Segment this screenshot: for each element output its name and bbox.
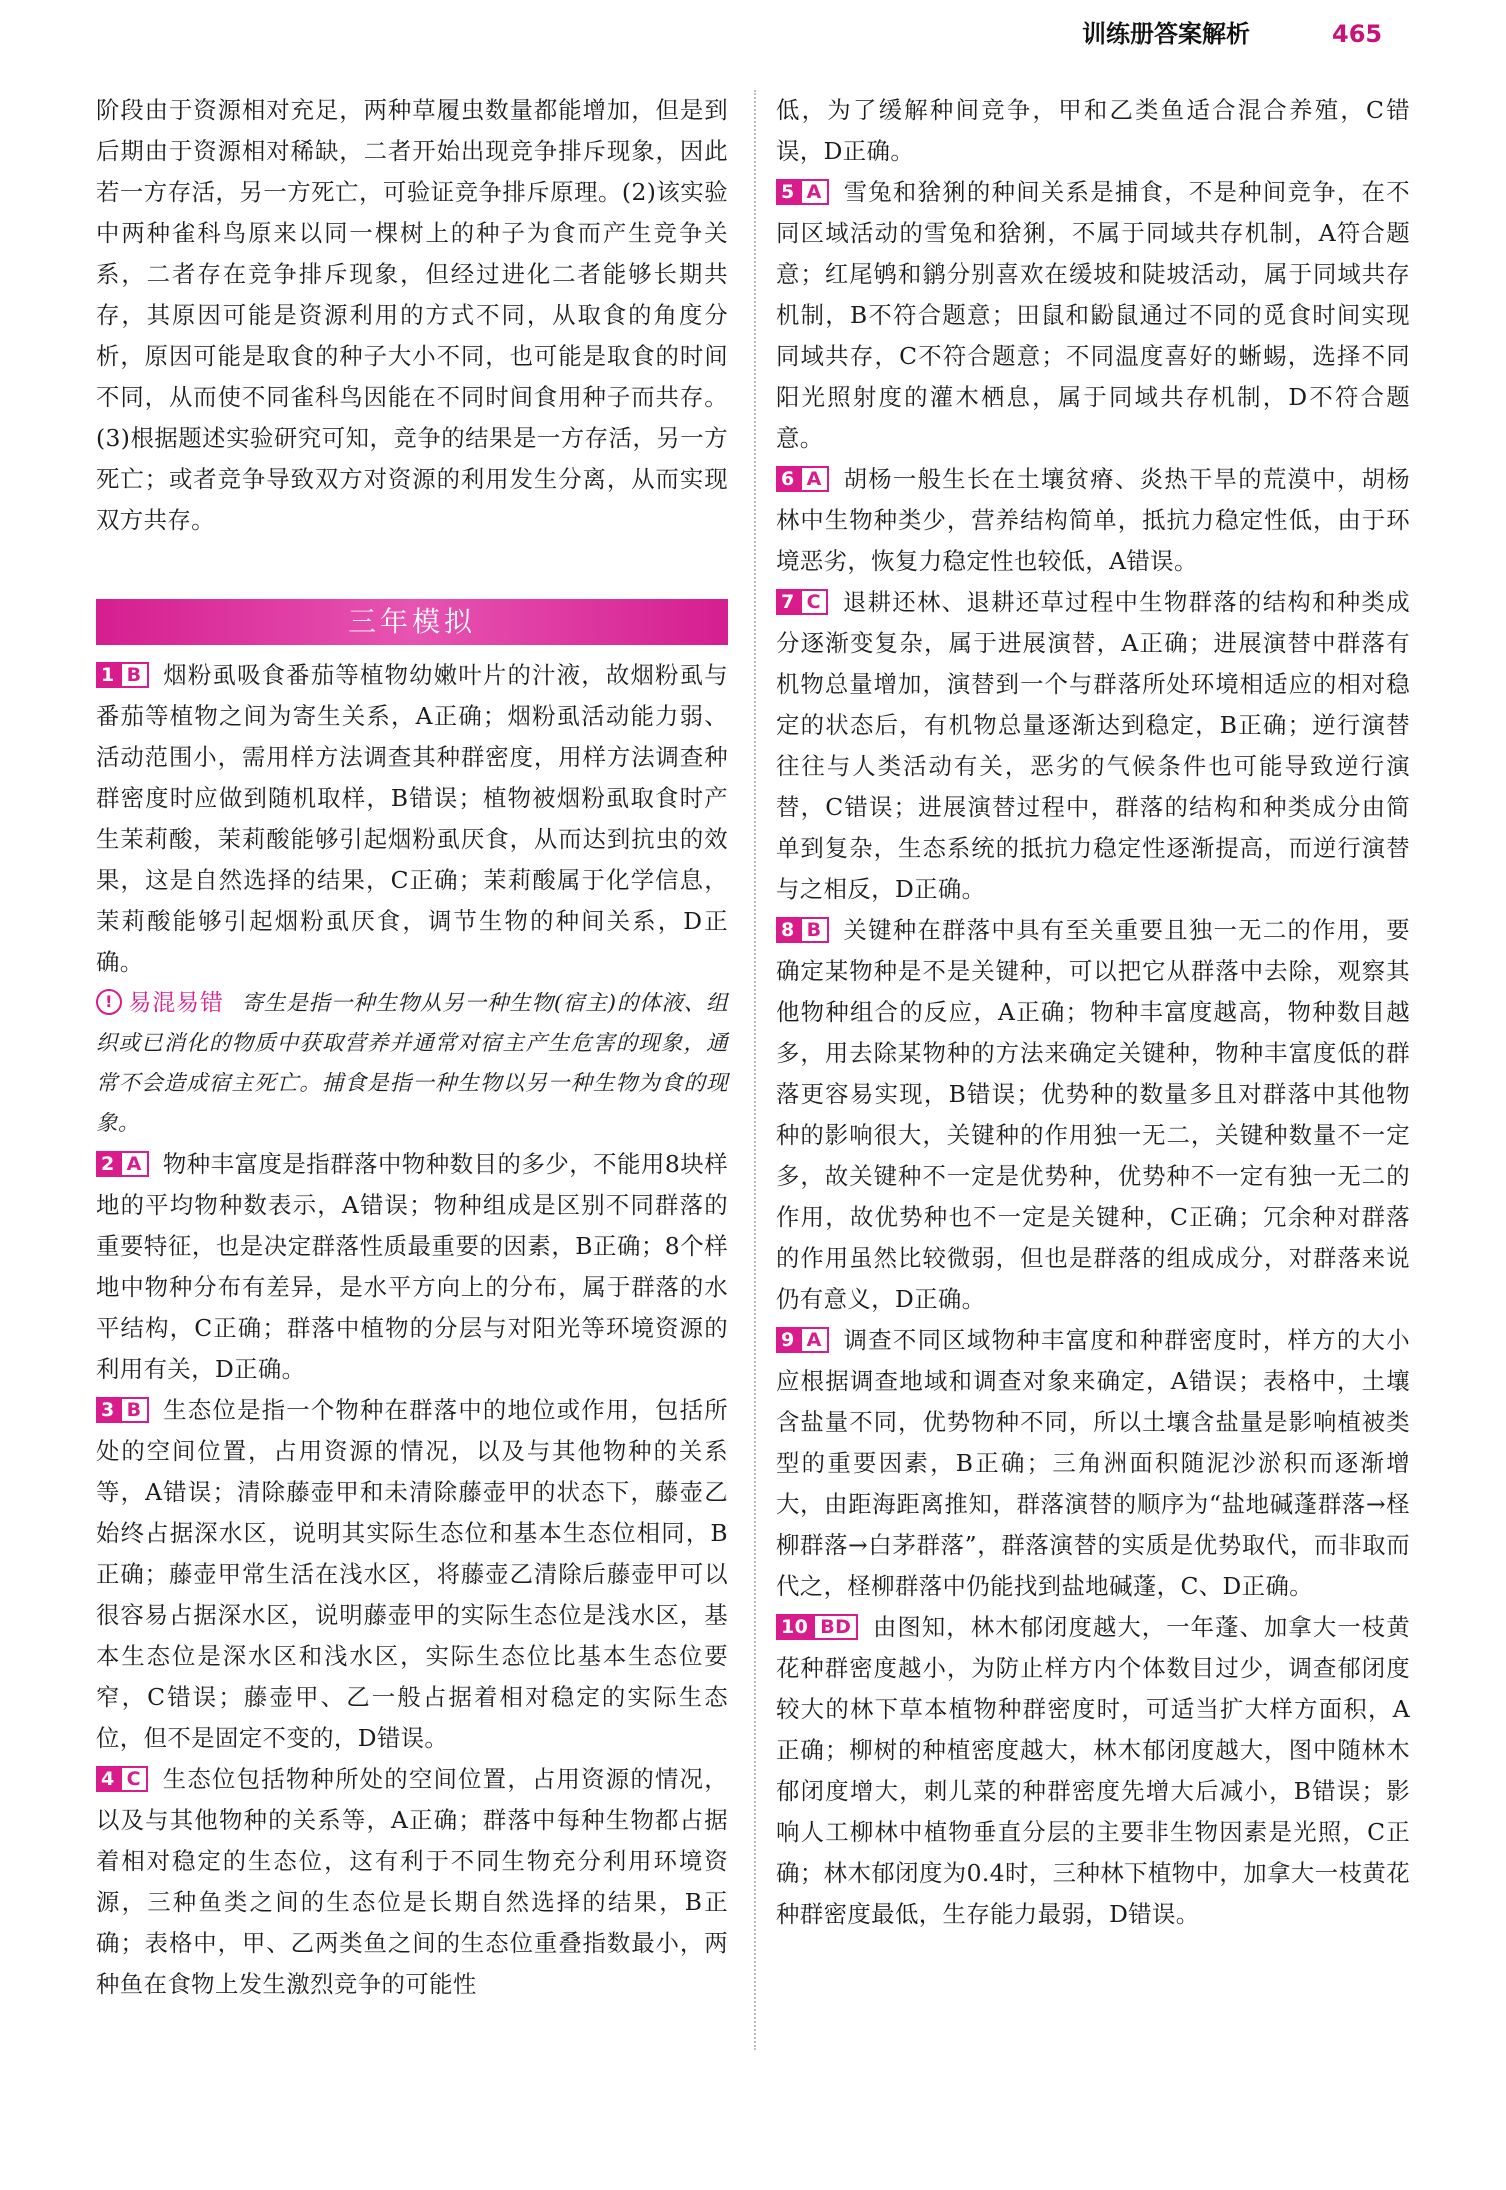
answer-item-6 — [776, 459, 1410, 582]
answer-choice: A — [800, 1327, 829, 1353]
section-title: 三年模拟 — [347, 605, 476, 638]
answer-item-2 — [96, 1144, 728, 1390]
answer-explanation: 生态位是指一个物种在群落中的地位或作用，包括所处的空间位置，占用资源的情况，以及与其他物种的关系等，A错误；清除藤壶甲和未清除藤壶甲的状态下，藤壶乙始终占据深水区，说明其实际生态位和基本生态位相同，B正确；藤壶甲常生活在浅水区，将藤壶乙清除后藤壶甲可以很容易占据深水区，说明藤壶甲的实际生态位是浅水区，基本生态位是深水区和浅水区，实际生态位比基本生态位要窄，C错误；藤壶甲、乙一般占据着相对稳定的实际生态位，但不是固定不变的，D错误。 — [96, 1396, 728, 1752]
answer-choice: BD — [813, 1614, 858, 1640]
question-number: 8 — [776, 917, 800, 943]
answer-item-1 — [96, 655, 728, 983]
column-divider — [754, 90, 756, 2050]
answer-choice: A — [120, 1151, 149, 1177]
continued-paragraph — [776, 90, 1410, 172]
left-column — [96, 90, 728, 2005]
answer-explanation: 关键种在群落中具有至关重要且独一无二的作用，要确定某物种是不是关键种，可以把它从群落中去除，观察其他物种组合的反应，A正确；物种丰富度越高，物种数目越多，用去除某物种的方法来确定关键种，物种丰富度低的群落更容易实现，B错误；优势种的数量多且对群落中其他物种的影响很大，关键种的作用独一无二，关键种数量不一定多，故关键种不一定是优势种，优势种不一定有独一无二的作用，故优势种也不一定是关键种，C正确；冗余种对群落的作用虽然比较微弱，但也是群落的组成成分，对群落来说仍有意义，D正确。 — [776, 916, 1410, 1313]
answer-explanation: 调查不同区域物种丰富度和种群密度时，样方的大小应根据调查地域和调查对象来确定，A错误；表格中，土壤含盐量不同，优势物种不同，所以土壤含盐量是影响植被类型的重要因素，B正确；三角洲面积随泥沙淤积而逐渐增大，由距海距离推知，群落演替的顺序为“盐地碱蓬群落→柽柳群落→白茅群落”，群落演替的实质是优势取代，而非取而代之，柽柳群落中仍能找到盐地碱蓬，C、D正确。 — [776, 1326, 1410, 1600]
question-number: 7 — [776, 589, 800, 615]
answer-choice: B — [120, 1397, 149, 1423]
answer-choice: C — [120, 1766, 148, 1792]
continued-text: 阶段由于资源相对充足，两种草履虫数量都能增加，但是到后期由于资源相对稀缺，二者开始出现竞争排斥现象，因此若一方存活，另一方死亡，可验证竞争排斥原理。(2)该实验中两种雀科鸟原来以同一棵树上的种子为食而产生竞争关系，二者存在竞争排斥现象，但经过进化二者能够长期共存，其原因可能是资源利用的方式不同，从取食的角度分析，原因可能是取食的种子大小不同，也可能是取食的时间不同，从而使不同雀科鸟因能在不同时间食用种子而共存。(3)根据题述实验研究可知，竞争的结果是一方存活，另一方死亡；或者竞争导致双方对资源的利用发生分离，从而实现双方共存。 — [96, 96, 728, 534]
answer-explanation: 烟粉虱吸食番茄等植物幼嫩叶片的汁液，故烟粉虱与番茄等植物之间为寄生关系，A正确；烟粉虱活动能力弱、活动范围小，需用样方法调查其种群密度，用样方法调查种群密度时应做到随机取样，B错误；植物被烟粉虱取食时产生茉莉酸，茉莉酸能够引起烟粉虱厌食，从而达到抗虫的效果，这是自然选择的结果，C正确；茉莉酸属于化学信息，茉莉酸能够引起烟粉虱厌食，调节生物的种间关系，D正确。 — [96, 661, 728, 976]
section-banner — [96, 599, 728, 645]
confusion-note — [96, 983, 728, 1144]
question-number: 4 — [96, 1766, 120, 1792]
question-number: 2 — [96, 1151, 120, 1177]
note-text: 寄生是指一种生物从另一种生物(宿主)的体液、组织或已消化的物质中获取营养并通常对宿主产生危害的现象，通常不会造成宿主死亡。捕食是指一种生物以另一种生物为食的现象。 — [96, 991, 728, 1136]
answer-explanation: 胡杨一般生长在土壤贫瘠、炎热干旱的荒漠中，胡杨林中生物种类少，营养结构简单，抵抗力稳定性低，由于环境恶劣，恢复力稳定性也较低，A错误。 — [776, 465, 1410, 575]
answer-explanation: 由图知，林木郁闭度越大，一年蓬、加拿大一枝黄花种群密度越小，为防止样方内个体数目过少，调查郁闭度较大的林下草本植物种群密度时，可适当扩大样方面积，A正确；柳树的种植密度越大，林木郁闭度越大，图中随林木郁闭度增大，刺儿菜的种群密度先增大后减小，B错误；影响人工柳林中植物垂直分层的主要非生物因素是光照，C正确；林木郁闭度为0.4时，三种林下植物中，加拿大一枝黄花种群密度最低，生存能力最弱，D错误。 — [776, 1613, 1410, 1928]
answer-explanation: 生态位包括物种所处的空间位置，占用资源的情况，以及与其他物种的关系等，A正确；群落中每种生物都占据着相对稳定的生态位，这有利于不同生物充分利用环境资源，三种鱼类之间的生态位是长期自然选择的结果，B正确；表格中，甲、乙两类鱼之间的生态位重叠指数最小，两种鱼在食物上发生激烈竞争的可能性 — [96, 1765, 728, 1998]
continued-paragraph — [96, 90, 728, 541]
question-number: 3 — [96, 1397, 120, 1423]
answer-choice: A — [800, 466, 829, 492]
answer-explanation: 退耕还林、退耕还草过程中生物群落的结构和种类成分逐渐变复杂，属于进展演替，A正确；进展演替中群落有机物总量增加，演替到一个与群落所处环境相适应的相对稳定的状态后，有机物总量逐渐达到稳定，B正确；逆行演替往往与人类活动有关，恶劣的气候条件也可能导致逆行演替，C错误；进展演替过程中，群落的结构和种类成分由简单到复杂，生态系统的抵抗力稳定性逐渐提高，而逆行演替与之相反，D正确。 — [776, 588, 1410, 903]
answer-item-5 — [776, 172, 1410, 459]
page-number: 465 — [1332, 20, 1383, 48]
answer-choice: C — [800, 589, 828, 615]
question-number: 10 — [776, 1614, 813, 1640]
answer-item-9 — [776, 1320, 1410, 1607]
answer-explanation: 雪兔和猞猁的种间关系是捕食，不是种间竞争，在不同区域活动的雪兔和猞猁，不属于同域共存机制，A符合题意；红尾鸲和鹟分别喜欢在缓坡和陡坡活动，属于同域共存机制，B不符合题意；田鼠和鼢鼠通过不同的觅食时间实现同域共存，C不符合题意；不同温度喜好的蜥蜴，选择不同阳光照射度的灌木栖息，属于同域共存机制，D不符合题意。 — [776, 178, 1410, 452]
answer-choice: B — [120, 662, 149, 688]
question-number: 1 — [96, 662, 120, 688]
note-label — [96, 990, 224, 1016]
question-number: 9 — [776, 1327, 800, 1353]
answer-item-4 — [96, 1759, 728, 2005]
answer-item-3 — [96, 1390, 728, 1759]
answer-explanation: 物种丰富度是指群落中物种数目的多少，不能用8块样地的平均物种数表示，A错误；物种组成是区别不同群落的重要特征，也是决定群落性质最重要的因素，B正确；8个样地中物种分布有差异，是水平方向上的分布，属于群落的水平结构，C正确；群落中植物的分层与对阳光等环境资源的利用有关，D正确。 — [96, 1150, 728, 1383]
question-number: 5 — [776, 179, 800, 205]
header-title: 训练册答案解析 — [1082, 20, 1250, 48]
right-column — [776, 90, 1410, 1935]
answer-item-7 — [776, 582, 1410, 910]
question-number: 6 — [776, 466, 800, 492]
note-label-text: 易混易错 — [128, 990, 224, 1016]
answer-item-8 — [776, 910, 1410, 1320]
continued-text: 低，为了缓解种间竞争，甲和乙类鱼适合混合养殖，C错误，D正确。 — [776, 96, 1410, 165]
answer-choice: A — [800, 179, 829, 205]
answer-choice: B — [800, 917, 829, 943]
warning-icon: ! — [96, 989, 122, 1015]
answer-item-10 — [776, 1607, 1410, 1935]
